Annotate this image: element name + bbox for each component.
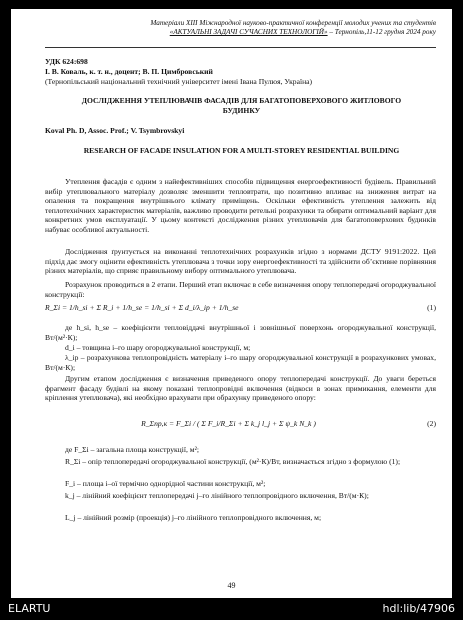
repository-footer-bar [0,598,463,620]
definition-l: L_j – лінійний розмір (проекція) j–го лінійного теплопровідного включення, м; [65,513,322,522]
conference-header [36,19,436,37]
paragraph-3: Розрахунок проводиться в 2 етапи. Перший етап включає в себе визначення опору теплопередачі огороджувальної конструкції: [45,280,436,299]
header-line-1: Матеріали XIII Міжнародної науково-практичної конференції молодих учених та студентів [150,19,436,27]
definition-r: R_Σi – опір теплопередачі огороджувальної конструкції, (м²·К)/Вт, визначається згідно з формулою (1); [65,457,401,466]
definition-f-total: де F_Σi – загальна площа конструкції, м²; [65,445,199,454]
authors-en: Koval Ph. D, Assoc. Prof.; V. Tsymbrovskyi [45,126,185,135]
equation-1 [45,303,436,312]
definition-k: k_j – лінійний коефіцієнт теплопередачі j–го лінійного теплопровідного включення, Вт/(м·К); [65,491,369,500]
definition-lambda: λ_ip – розрахункова теплопровідність матеріалу i–го шару огороджувальної конструкції в розрахункових умовах, Вт/(м·К); [45,353,436,372]
handle-identifier: hdl:lib/47906 [382,602,455,615]
udc-code: УДК 624:698 [45,57,88,66]
definition-h: де h_si, h_se – коефіцієнти тепловіддачі внутрішньої і зовнішньої поверхонь огороджувальної конструкції, Вт/(м²·К); [45,323,436,342]
equation-2-number: (2) [427,419,436,428]
page-number: 49 [227,581,236,590]
equation-1-number: (1) [427,303,436,312]
title-en: RESEARCH OF FACADE INSULATION FOR A MULTI-STOREY RESIDENTIAL BUILDING [83,146,400,155]
affiliation-ua: (Тернопільський національний технічний університет імені Івана Пулюя, Україна) [45,77,313,86]
header-place-date: – Тернопіль,11-12 грудня 2024 року [327,28,436,36]
header-conference-title: «АКТУАЛЬНІ ЗАДАЧІ СУЧАСНИХ ТЕХНОЛОГІЙ» [169,28,328,36]
paragraph-2: Дослідження ґрунтується на виконанні теплотехнічних розрахунків згідно з нормами ДСТУ 9191:2022. Цей підхід дає змогу оцінити ефективність утеплювача з точки зору енергоефективності та здійснити об’єктивне порівняння різних матеріалів, що сприяє правильному вибору оптимального утеплювача. [45,247,436,276]
equation-1-formula: R_Σi = 1/h_si + Σ R_i + 1/h_se = 1/h_si + Σ d_i/λ_ip + 1/h_se [45,303,239,312]
equation-2 [45,419,436,428]
title-ua: ДОСЛІДЖЕННЯ УТЕПЛЮВАЧІВ ФАСАДІВ ДЛЯ БАГАТОПОВЕРХОВОГО ЖИТЛОВОГО БУДИНКУ [81,96,402,115]
definition-d: d_i – товщина i–го шару огороджувальної конструкції, м; [65,343,251,352]
equation-2-formula: R_Σпр,к = F_Σi / ( Σ F_i/R_Σi + Σ k_j l_j + Σ ψ_k N_k ) [141,419,316,428]
header-rule [45,47,436,48]
authors-ua: І. В. Коваль, к. т. н., доцент; В. П. Цимбровський [45,67,213,76]
document-page [11,9,452,598]
paragraph-4: Другим етапом дослідження є визначення приведеного опору теплопередачі конструкції. До уваги береться фрагмент фасаду будівлі на якому показані теплопровідні включення (відкоси в зонах примикання, елементи для кріплення утеплювача), які необхідно врахувати при обрахунку приведеного опору: [45,374,436,403]
definition-f-i: F_i – площа i–ої термічно однорідної частини конструкції, м²; [65,479,266,488]
paragraph-1: Утеплення фасадів є одним з найефективніших способів підвищення енергоефективності будівель. Правильний вибір утеплювального матеріалу дозволяє зменшити тепловтрати, що позитивно впливає на зниження витрат на опалення та покращення внутрішнього клімату приміщень. Оскільки ефективність утеплення залежить від теплотехнічних характеристик матеріалів, важливо проводити ретельні розрахунки та обирати оптимальний варіант для конкретних умов експлуатації. У цьому контексті дослідження різних утеплювачів для багатоповерхових будинків набуває особливої актуальності. [45,177,436,234]
repository-name: ELARTU [8,602,51,615]
